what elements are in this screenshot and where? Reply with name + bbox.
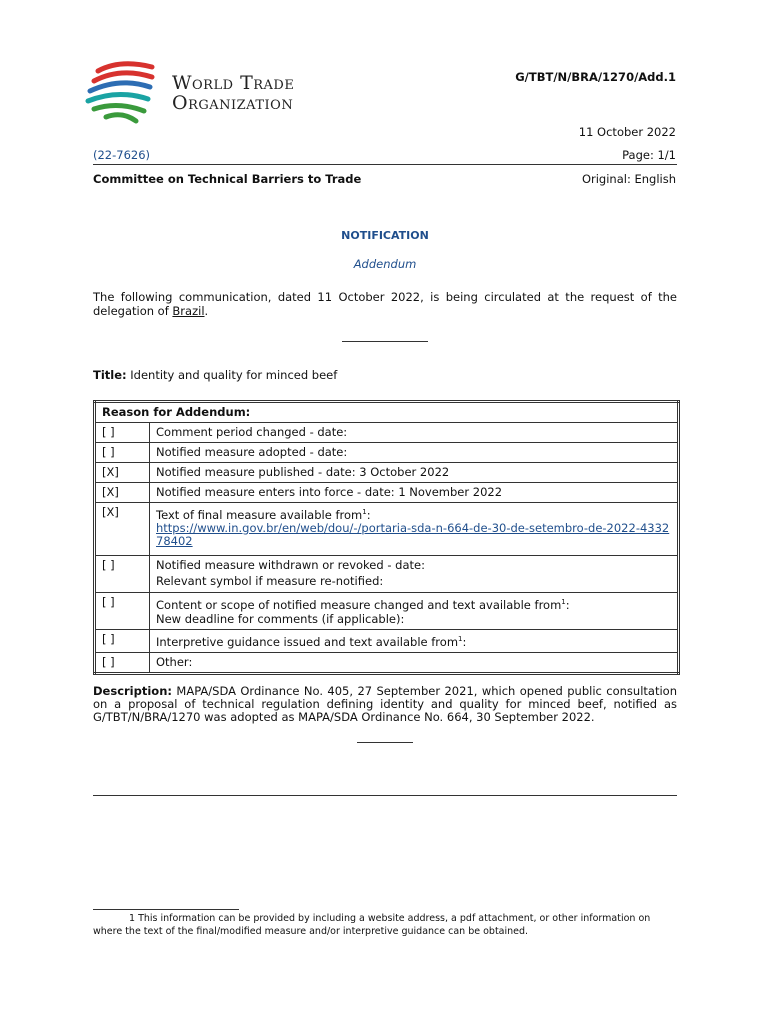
table-row <box>95 443 679 463</box>
title-label: Title: <box>93 368 127 382</box>
committee-name: Committee on Technical Barriers to Trade <box>93 172 362 186</box>
separator-line <box>342 341 428 342</box>
reason-cell <box>150 556 679 593</box>
footnote-ref: 1 <box>561 598 566 606</box>
reason-table <box>93 400 680 675</box>
intro-country: Brazil <box>172 303 205 318</box>
description-paragraph <box>93 685 677 724</box>
table-row <box>95 652 679 673</box>
reason-cell: Interpretive guidance issued and text available from$^1$: <box>150 629 679 652</box>
document-date: 11 October 2022 <box>578 125 676 139</box>
checkbox-mark: [ ] <box>95 652 150 673</box>
original-language: Original: English <box>581 172 676 186</box>
footer-divider <box>93 795 677 796</box>
reason-text: Other: <box>150 652 679 673</box>
org-name <box>172 73 294 113</box>
reason-text: Content or scope of notified measure changed and text available from <box>156 597 562 612</box>
table-row <box>95 503 679 556</box>
footnote <box>93 912 677 938</box>
title-value: Identity and quality for minced beef <box>126 368 338 382</box>
reason-text: Notified measure withdrawn or revoked - date: <box>156 558 425 572</box>
document-symbol: G/TBT/N/BRA/1270/Add.1 <box>515 70 676 84</box>
notification-heading: NOTIFICATION <box>341 229 429 242</box>
checkbox-mark: [X] <box>95 503 150 556</box>
checkbox-mark: [ ] <box>95 423 150 443</box>
checkbox-mark: [X] <box>95 463 150 483</box>
page-number: Page: 1/1 <box>622 148 676 162</box>
table-row <box>95 463 679 483</box>
table-row <box>95 629 679 652</box>
footnote-text: This information can be provided by including a website address, a pdf attachment, or other information on where the text of the final/modified measure and/or interpretive guidance can be obtained. <box>93 913 651 937</box>
checkbox-mark: [ ] <box>95 629 150 652</box>
table-row <box>95 556 679 593</box>
wto-logo-icon <box>84 57 156 129</box>
footnote-ref: 1 <box>458 634 463 643</box>
wto-logo <box>84 57 334 129</box>
intro-end: . <box>204 303 209 318</box>
reason-text: Notified measure published - date: 3 October 2022 <box>150 463 679 483</box>
intro-paragraph <box>93 291 677 318</box>
description-label: Description: <box>93 684 172 698</box>
footnote-ref: 1 <box>362 508 367 516</box>
separator-line <box>357 742 413 743</box>
intro-text: The following communication, dated 11 October 2022, is being circulated at the request of the delegation of <box>93 290 677 318</box>
checkbox-mark: [X] <box>95 483 150 503</box>
checkbox-mark: [ ] <box>95 593 150 630</box>
reason-table-heading: Reason for Addendum: <box>95 402 679 423</box>
header-divider <box>93 164 677 165</box>
table-row <box>95 423 679 443</box>
reason-text: Notified measure enters into force - date: 1 November 2022 <box>150 483 679 503</box>
title-line <box>93 368 337 382</box>
table-row <box>95 483 679 503</box>
reason-text: Comment period changed - date: <box>150 423 679 443</box>
table-row <box>95 593 679 630</box>
reason-cell: Content or scope of notified measure changed and text available from$^1$: New deadline for comments (if applicable): <box>150 593 679 630</box>
checkbox-mark: [ ] <box>95 556 150 593</box>
reason-cell: Text of final measure available from$^1$: https://www.in.gov.br/en/web/dou/-/portaria-sda-n-664-de-30-de-setembro-de-2022-433278402 <box>150 503 679 556</box>
job-number: (22-7626) <box>93 148 151 162</box>
addendum-subheading: Addendum <box>353 257 417 271</box>
reason-subtext: Relevant symbol if measure re-notified: <box>156 574 384 588</box>
reason-text: Text of final measure available from <box>156 507 363 522</box>
org-name-line1: World Trade <box>172 72 295 94</box>
checkbox-mark: [ ] <box>95 443 150 463</box>
description-text: MAPA/SDA Ordinance No. 405, 27 September 2021, which opened public consultation on a proposal of technical regulation defining identity and quality for minced beef, notified as G/TBT/N/BRA/1270 was adopted as MAPA/SDA Ordinance No. 664, 30 September 2022. <box>93 684 677 724</box>
reason-subtext: New deadline for comments (if applicable): <box>156 611 405 626</box>
footnote-separator <box>93 909 239 910</box>
final-measure-link[interactable]: https://www.in.gov.br/en/web/dou/-/portaria-sda-n-664-de-30-de-setembro-de-2022-433278402 <box>156 520 670 548</box>
reason-text: Interpretive guidance issued and text available from <box>156 634 459 649</box>
footnote-number: 1 <box>129 913 136 924</box>
org-name-line2: Organization <box>172 92 294 114</box>
reason-table-header-row <box>95 402 679 423</box>
reason-text: Notified measure adopted - date: <box>150 443 679 463</box>
